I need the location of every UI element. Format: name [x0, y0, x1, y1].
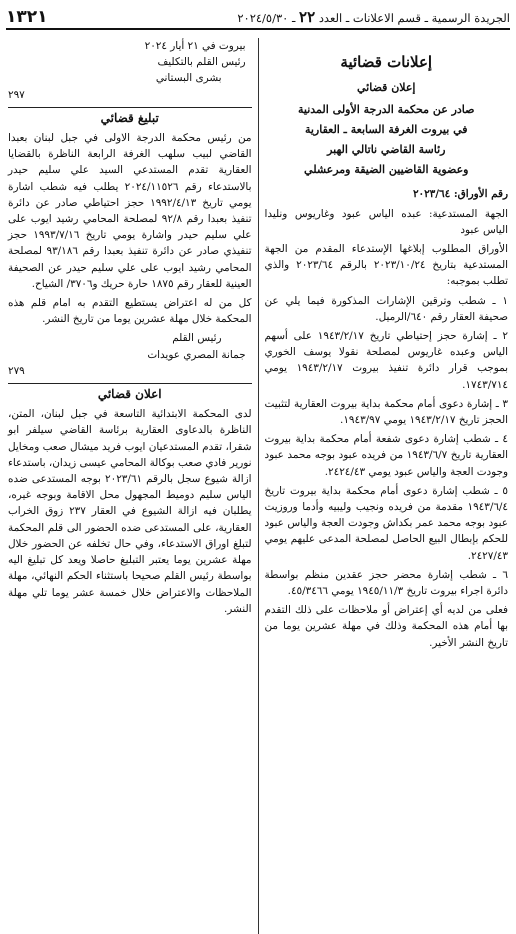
- notice-title: اعلان قضائي: [97, 387, 162, 402]
- notice-title: تبليغ قضائي: [100, 110, 159, 125]
- paragraph: فعلى من لديه أي إعتراض أو ملاحظات على ذلك التقدم بها أمام هذه المحكمة وذلك في مهلة عشرين يوما من تاريخ النشر الأخير.: [264, 604, 508, 649]
- divider: [8, 107, 252, 108]
- content-columns: [4, 38, 512, 934]
- right-column: [258, 38, 513, 934]
- signature-line: رئيس القلم: [172, 332, 222, 345]
- paragraph: الجهة المستدعية: عبده الياس عبود وغاريوس ونليدا الياس عبود: [264, 207, 508, 236]
- paragraph: الأوراق المطلوب إبلاغها الإستدعاء المقدم من الجهة المستدعية بتاريخ ٢٠٢٣/١٠/٢٤ بالرقم ٢٠٢٣/٦٤ والذي تطلب بموجبه:: [264, 243, 508, 288]
- paragraph: ٢ ـ إشارة حجز إحتياطي تاريخ ١٩٤٣/٢/١٧ على أسهم الياس وعبده غاريوس لمصلحة نقولا يوسف الخوري بموجب قرار دائرة تنفيذ بيروت ١٩٤٣/٢/١٧ يومي ١٧٤٣/٧١٤.: [264, 330, 508, 391]
- page-header: [6, 6, 510, 30]
- court-line: وعضوية القاضيين الضيقة ومرعشلي: [304, 163, 469, 177]
- court-line: صادر عن محكمة الدرجة الأولى المدنية: [298, 103, 475, 117]
- signature-line: بيروت في ٢١ أيار ٢٠٢٤: [144, 40, 246, 52]
- paragraph: كل من له اعتراض يستطيع التقدم به امام قلم هذه المحكمة خلال مهلة عشرين يوما من تاريخ النشر.: [8, 297, 252, 326]
- issue-date: ـ ٢٠٢٤/٥/٣٠: [237, 11, 296, 25]
- section-title: إعلانات قضائية: [340, 53, 433, 71]
- notice-number: ٢٧٩: [8, 364, 25, 377]
- divider: [8, 383, 252, 384]
- paragraph: لدى المحكمة الابتدائية التاسعة في جبل لبنان، المتن، الناظرة بالدعاوى العقارية برئاسة القاضي سيلفر ابو شقرا، تقدم المستدعيان ايوب فريد ميشال صعب ومخايل نورير فادي صعب بوكالة المحامي عيسى زيدان، باستدعاء ازالة شيوع سجل بالرقم ٢٠٢٣/٦١ بوجه المستدعى ضده الياس سليم دوميط المجهول محل الاقامة وبوجه غيره، يطلبان فيه ازالة الشيوع في العقار ٢٣٧ زوق الخراب العقارية، على المستدعى ضده الحضور الى قلم المحكمة لتبلغ اوراق الاستدعاء، وفي حال تخلفه عن الحضور خلال مهلة عشرين يوما يعتبر التبليغ حاصلا ويعد كل تبليغ اليه بواسطة رئيس القلم صحيحا باستثناء الحكم النهائي، مهلة الملاحظات والاعتراض خلال خمسة عشر يوما تلي مهلة النشر.: [8, 408, 252, 615]
- paragraph: ٦ ـ شطب إشارة محضر حجز عقدين منظم بواسطة دائرة اجراء بيروت تاريخ ١٩٤٥/١١/٣ يومي ٤٥/٣٤٦٦.: [264, 568, 508, 598]
- issue-number: ٢٢: [299, 8, 316, 26]
- signature-line: جمانة المصري عويدات: [147, 348, 246, 361]
- court-line: رئاسة القاضي ناتالي الهبر: [327, 143, 446, 157]
- left-column: [4, 38, 258, 934]
- paragraph: ٥ ـ شطب إشارة دعوى أمام محكمة بداية بيروت تاريخ ١٩٤٣/٦/٤ مقدمة من فريده ونجيب وليبيه وأدما وروزيت عبود بوجه محمد عمر بكداش وجودت العجة والياس عبود للحكم بإبطال البيع الحاصل لمصلحة المدعى عليهم يومي ٢٤٢٧/٤٣.: [264, 484, 508, 562]
- signature-line: بشرى البستاني: [155, 72, 222, 85]
- paragraph: من رئيس محكمة الدرجة الاولى في جبل لبنان بعبدا القاضي لبيب سلهب الغرفة الرابعة الناظرة بالقضايا العقارية تقدم المستدعي السيد علي سليم حيدر بالاستدعاء رقم ٢٠٢٤/١١٥٢٦ يطلب فيه شطب اشارة يومي تاريخ ١٩٩٢/٤/١٣ حجز احتياطي صادر عن دائرة تنفيذ بعبدا رقم ٩٢/٨ لمصلحة المحامي رشيد ايوب على علي سليم حيدر واشارة يومي تاريخ ١٩٩٣/٧/١٦ حجز تنفيذي صادر عن دائرة تنفيذ بعبدا رقم ٩٣/١٨٦ لمصلحة المحامي رشيد ايوب على علي سليم حيدر عن الصحيفة العينية للعقار رقم ١٨٧٥ حارة حريك و٣٧٠٦/ الشياح.: [8, 132, 252, 290]
- signature-line: رئيس القلم بالتكليف: [157, 56, 246, 69]
- paragraph: ٤ ـ شطب إشارة دعوى شفعة أمام محكمة بداية بيروت العقارية تاريخ ١٩٤٣/٦/٧ من فريده عبود بوجه محمد عبود وجودت العجة والياس عبود يومي ٢٤٢٤/٤٣.: [264, 433, 508, 478]
- paragraph: ١ ـ شطب وترقين الإشارات المذكورة فيما يلي عن صحيفة العقار رقم ٦٤٠/الرميل.: [264, 294, 508, 323]
- court-line: في بيروت الغرفة السابعة ـ العقارية: [304, 123, 468, 137]
- file-number: رقم الأوراق: ٢٠٢٣/٦٤: [412, 188, 508, 201]
- notice-title: إعلان قضائي: [357, 81, 416, 95]
- page-number: ١٣٢١: [6, 7, 48, 27]
- paragraph: ٣ ـ إشارة دعوى أمام محكمة بداية بيروت العقارية لتثبيت الحجز تاريخ ١٩٤٣/٢/١٧ يومي ١٩٤٣/٩٧.: [264, 397, 508, 427]
- notice-number: ٢٩٧: [8, 88, 25, 101]
- gazette-title: [237, 8, 510, 26]
- gazette-title-text: الجريدة الرسمية ـ قسم الاعلانات ـ العدد: [318, 11, 510, 25]
